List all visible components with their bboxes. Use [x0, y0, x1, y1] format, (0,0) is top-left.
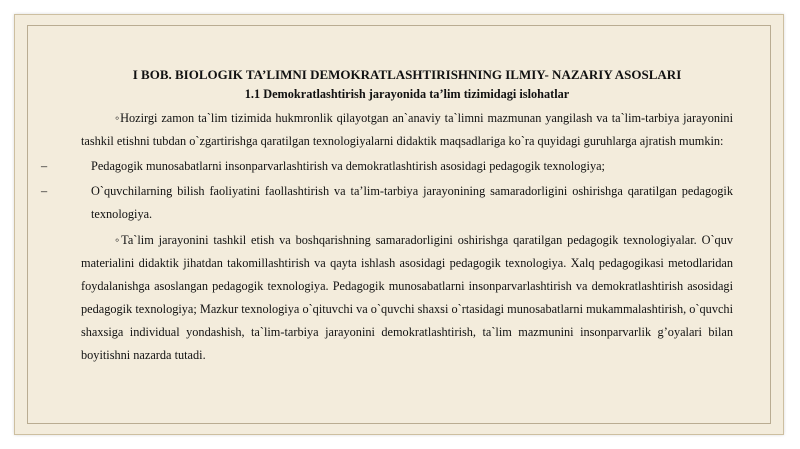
bullet-item [41, 155, 733, 178]
bullet-text: O`quvchilarning bilish faoliyatini faollashtirish va ta’lim-tarbiya jarayonining samaradorligini oshirishga qaratilgan pedagogik texnologiya. [91, 184, 733, 221]
bullet-item [41, 180, 733, 226]
slide [14, 14, 784, 435]
dash-marker: – [41, 184, 48, 198]
slide-content [41, 65, 733, 367]
dash-marker: – [41, 159, 48, 173]
paragraph-technologies: ◦Ta`lim jarayonini tashkil etish va boshqarishning samaradorligini oshirishga qaratilgan pedagogik texnologiyalar. O`quv materialini didaktik jihatdan takomillashtirish va qayta ishlash asosidagi pedagogik texnologiya. Xalq pedagogikasi metodlaridan foydalanishga asoslangan pedagogik texnologiya. Pedagogik munosabatlarni insonparvarlashtirish va demokratlashtirish asosidagi pedagogik texnologiya; Mazkur texnologiya o`qituvchi va o`quvchi shaxsi o`rtasidagi munosabatlarni mukammalashtirish, o`quvchi shaxsiga individual yondashish, ta`lim-tarbiya jarayonini demokratlashtirish, ta`lim mazmunini insonparvarlik g’oyalari bilan boyitishni nazarda tutadi. [81, 233, 733, 362]
chapter-title: I BOB. BIOLOGIK TA’LIMNI DEMOKRATLASHTIRISHNING ILMIY- NAZARIY ASOSLARI [132, 67, 682, 82]
bullet-text: Pedagogik munosabatlarni insonparvarlashtirish va demokratlashtirish asosidagi pedagogik texnologiya; [91, 159, 605, 173]
paragraph-intro: ◦Hozirgi zamon ta`lim tizimida hukmronlik qilayotgan an`anaviy ta`limni mazmunan yangilash va ta`lim-tarbiya jarayonini tashkil etishni tubdan o`zgartirishga qaratilgan texnologiyalarni didaktik maqsadlariga ko`ra quyidagi guruhlarga ajratish mumkin: [81, 111, 733, 148]
section-title: 1.1 Demokratlashtirish jarayonida ta’lim tizimidagi islohatlar [244, 87, 570, 101]
